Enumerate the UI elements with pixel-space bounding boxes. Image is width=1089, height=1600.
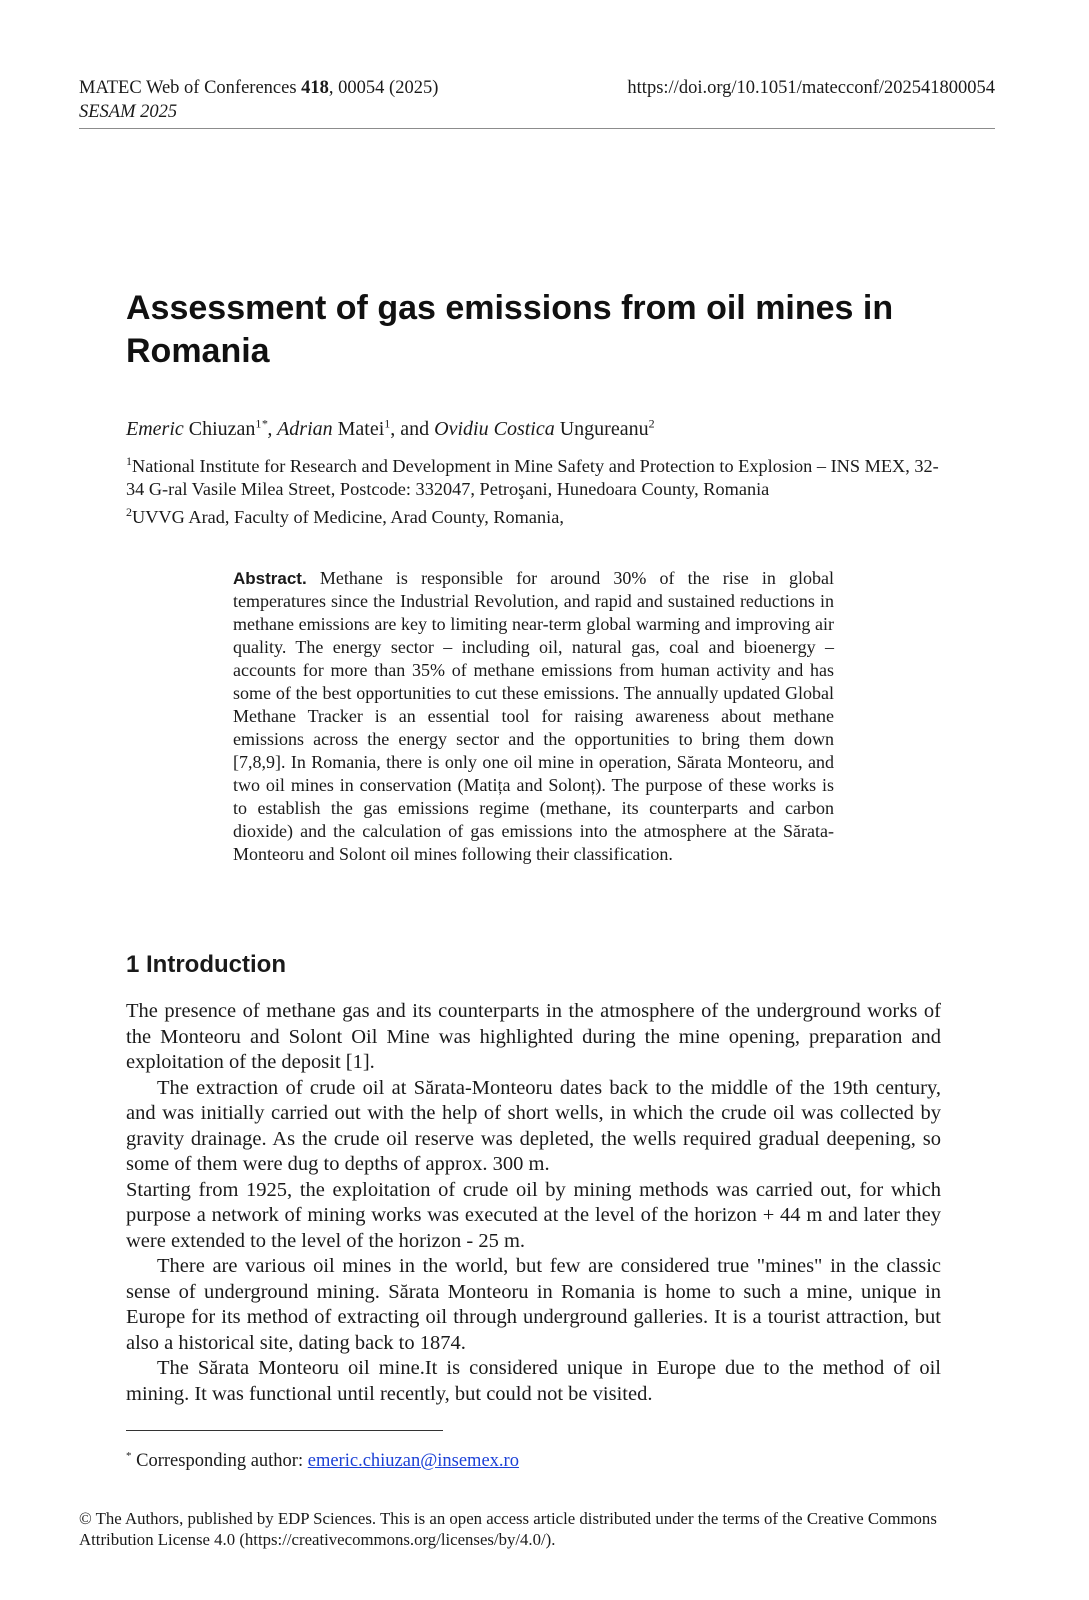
journal-volume: 418	[301, 78, 329, 98]
paragraph: There are various oil mines in the world, but few are considered true "mines" in the classic sense of underground mining. Sărata Monteoru in Romania is home to such a mine, unique in Europe for its method of extracting oil through underground galleries. It is a tourist attraction, but also a historical site, dating back to 1874.	[126, 1255, 941, 1354]
footnote	[126, 1444, 519, 1473]
doi-link[interactable]: https://doi.org/10.1051/matecconf/202541800054	[627, 78, 995, 98]
author-superscript: 1	[384, 416, 391, 430]
header-divider	[79, 128, 995, 129]
author-superscript: 2	[648, 416, 655, 430]
author-superscript: 1*	[255, 416, 268, 430]
affiliation: $^1$National Institute for Research and Development in Mine Safety and Protection to Explosion – INS MEX, 32-34 G-ral Vasile Milea Street, Postcode: 332047, Petroşani, Hunedoara County, Romania	[126, 454, 939, 500]
footnote-mark: *	[126, 1450, 132, 1462]
paragraph: Starting from 1925, the exploitation of crude oil by mining methods was carried out, for which purpose a network of mining works was executed at the level of the horizon + 44 m and later they were extended to the level of the horizon - 25 m.	[126, 1178, 941, 1252]
section-body	[126, 999, 941, 1407]
affiliation: $^2$UVVG Arad, Faculty of Medicine, Arad County, Romania,	[126, 505, 564, 528]
author-list	[126, 411, 655, 441]
license-notice: © The Authors, published by EDP Sciences. This is an open access article distributed under the terms of the Creative Commons Attribution License 4.0 (https://creativecommons.org/licenses/by/4.0/).	[79, 1509, 937, 1549]
footnote-divider	[126, 1430, 443, 1431]
abstract-label: Abstract.	[233, 569, 307, 588]
article-number: , 00054 (2025)	[328, 78, 439, 98]
conference-name: SESAM 2025	[79, 102, 178, 122]
paragraph: The presence of methane gas and its counterparts in the atmosphere of the underground works of the Monteoru and Solont Oil Mine was highlighted during the mine opening, preparation and exploitation of the deposit [1].	[126, 1000, 941, 1073]
journal-citation	[79, 76, 438, 100]
affiliations	[126, 450, 956, 529]
abstract-text: Methane is responsible for around 30% of the rise in global temperatures since the Industrial Revolution, and rapid and sustained reductions in methane emissions are key to limiting near-term global warming and improving air quality. The energy sector – including oil, natural gas, coal and bioenergy – accounts for more than 35% of methane emissions from human activity and has some of the best opportunities to cut these emissions. The annually updated Global Methane Tracker is an essential tool for raising awareness about methane emissions across the energy sector and the opportunities to bring them down [7,8,9]. In Romania, there is only one oil mine in operation, Sărata Monteoru, and two oil mines in conservation (Matița and Solonț). The purpose of these works is to establish the gas emissions regime (methane, its counterparts and carbon dioxide) and the calculation of gas emissions into the atmosphere at the Sărata-Monteoru and Solont oil mines following their classification.	[233, 568, 835, 864]
author-email-link[interactable]: emeric.chiuzan@insemex.ro	[307, 1451, 519, 1472]
paragraph: The extraction of crude oil at Sărata-Monteoru dates back to the middle of the 19th century, and was initially carried out with the help of short wells, in which the crude oil was collected by gravity drainage. As the crude oil reserve was depleted, the wells required gradual deepening, so some of them were dug to depths of approx. 300 m.	[126, 1076, 941, 1175]
journal-name: MATEC Web of Conferences	[79, 78, 302, 98]
section-heading: 1 Introduction	[126, 951, 286, 978]
footnote-label: Corresponding author:	[131, 1451, 308, 1472]
paper-title: Assessment of gas emissions from oil mines in Romania	[126, 289, 894, 370]
abstract	[233, 567, 834, 866]
author: Ovidiu Costica Ungureanu$^2$	[434, 416, 655, 440]
author: Emeric Chiuzan$^{1*}$,	[126, 416, 278, 440]
running-header-left	[79, 76, 438, 124]
author: Adrian Matei$^1$, and	[277, 416, 435, 440]
paragraph: The Sărata Monteoru oil mine.It is considered unique in Europe due to the method of oil mining. It was functional until recently, but could not be visited.	[126, 1357, 941, 1405]
